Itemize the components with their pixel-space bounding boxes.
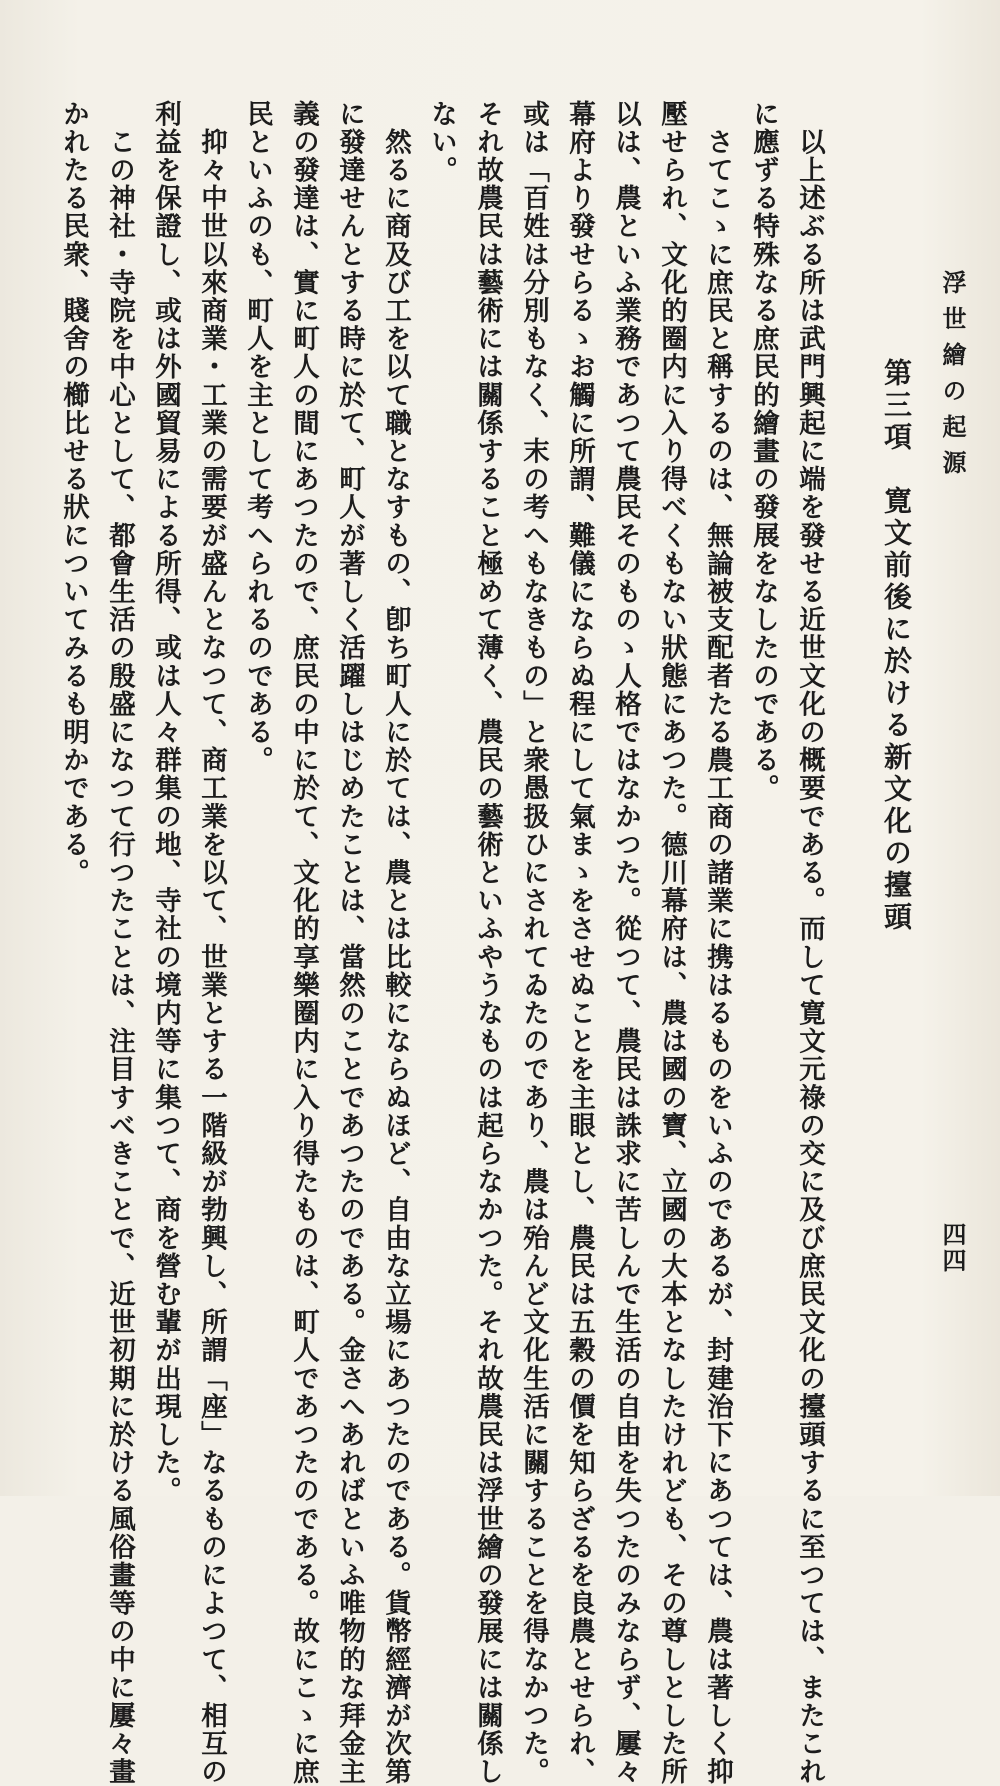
text-line: かれたる民衆、賤舍の櫛比せる狀についてみるも明かである。 (58, 100, 89, 887)
page-number: 四四 (938, 1222, 967, 1274)
text-line: 以上述ぶる所は武門興起に端を發せる近世文化の概要である。而して寛文元祿の交に及び庶民文化の擡頭するに至つては、またこれ (794, 100, 825, 1786)
body-text (58, 100, 832, 1786)
text-line: ない。 (426, 100, 457, 185)
text-line: この神社・寺院を中心として、都會生活の殷盛になつて行つたことは、注目すべきことで、近世初期に於ける風俗畫等の中に屢々畫 (104, 100, 135, 1786)
text-line: 利益を保證し、或は外國貿易による所得、或は人々群集の地、寺社の境内等に集つて、商を營む輩が出現した。 (150, 100, 181, 1505)
text-line: 或は「百姓は分別もなく、末の考へもなきもの」と衆愚扱ひにされてゐたのであり、農は殆んど文化生活に關することを得なかつた。 (518, 100, 549, 1786)
text-line: 以は、農といふ業務であつて農民そのものゝ人格ではなかつた。從つて、農民は誅求に苦しんで生活の自由を失つたのみならず、屢々 (610, 100, 641, 1786)
text-line: 抑々中世以來商業・工業の需要が盛んとなつて、商工業を以て、世業とする一階級が勃興し、所謂「座」なるものによつて、相互の (196, 100, 227, 1786)
text-line: さてこゝに庶民と稱するのは、無論被支配者たる農工商の諸業に携はるものをいふのであるが、封建治下にあつては、農は著しく抑 (702, 100, 733, 1786)
text-line: 幕府より發せらるゝお觸に所謂、難儀にならぬ程にして氣まゝをさせぬことを主眼とし、農民は五穀の價を知らざるを良農とせられ、 (564, 100, 595, 1786)
text-line: に發達せんとする時に於て、町人が著しく活躍しはじめたことは、當然のことであつたのである。金さへあればといふ唯物的な拜金主 (334, 100, 365, 1786)
text-line: 民といふのも、町人を主として考へられるのである。 (242, 100, 273, 775)
text-line: 然るに商及び工を以て職となすもの、卽ち町人に於ては、農とは比較にならぬほど、自由な立場にあつたのである。貨幣經濟が次第 (380, 100, 411, 1786)
section-heading: 第三項 寛文前後に於ける新文化の擡頭 (880, 358, 913, 934)
text-line: 壓せられ、文化的圈内に入り得べくもない狀態にあつた。德川幕府は、農は國の寶、立國の大本となしたけれども、その尊しとした所 (656, 100, 687, 1786)
text-line: 義の發達は、實に町人の間にあつたので、庶民の中に於て、文化的享樂圈内に入り得たものは、町人であつたのである。故にこゝに庶 (288, 100, 319, 1786)
running-header-title: 浮世繪の起源 (938, 270, 967, 486)
text-line: に應ずる特殊なる庶民的繪畫の發展をなしたのである。 (748, 100, 779, 803)
text-line: それ故農民は藝術には關係すること極めて薄く、農民の藝術といふやうなものは起らなかつた。それ故農民は浮世繪の發展には關係し (472, 100, 503, 1786)
